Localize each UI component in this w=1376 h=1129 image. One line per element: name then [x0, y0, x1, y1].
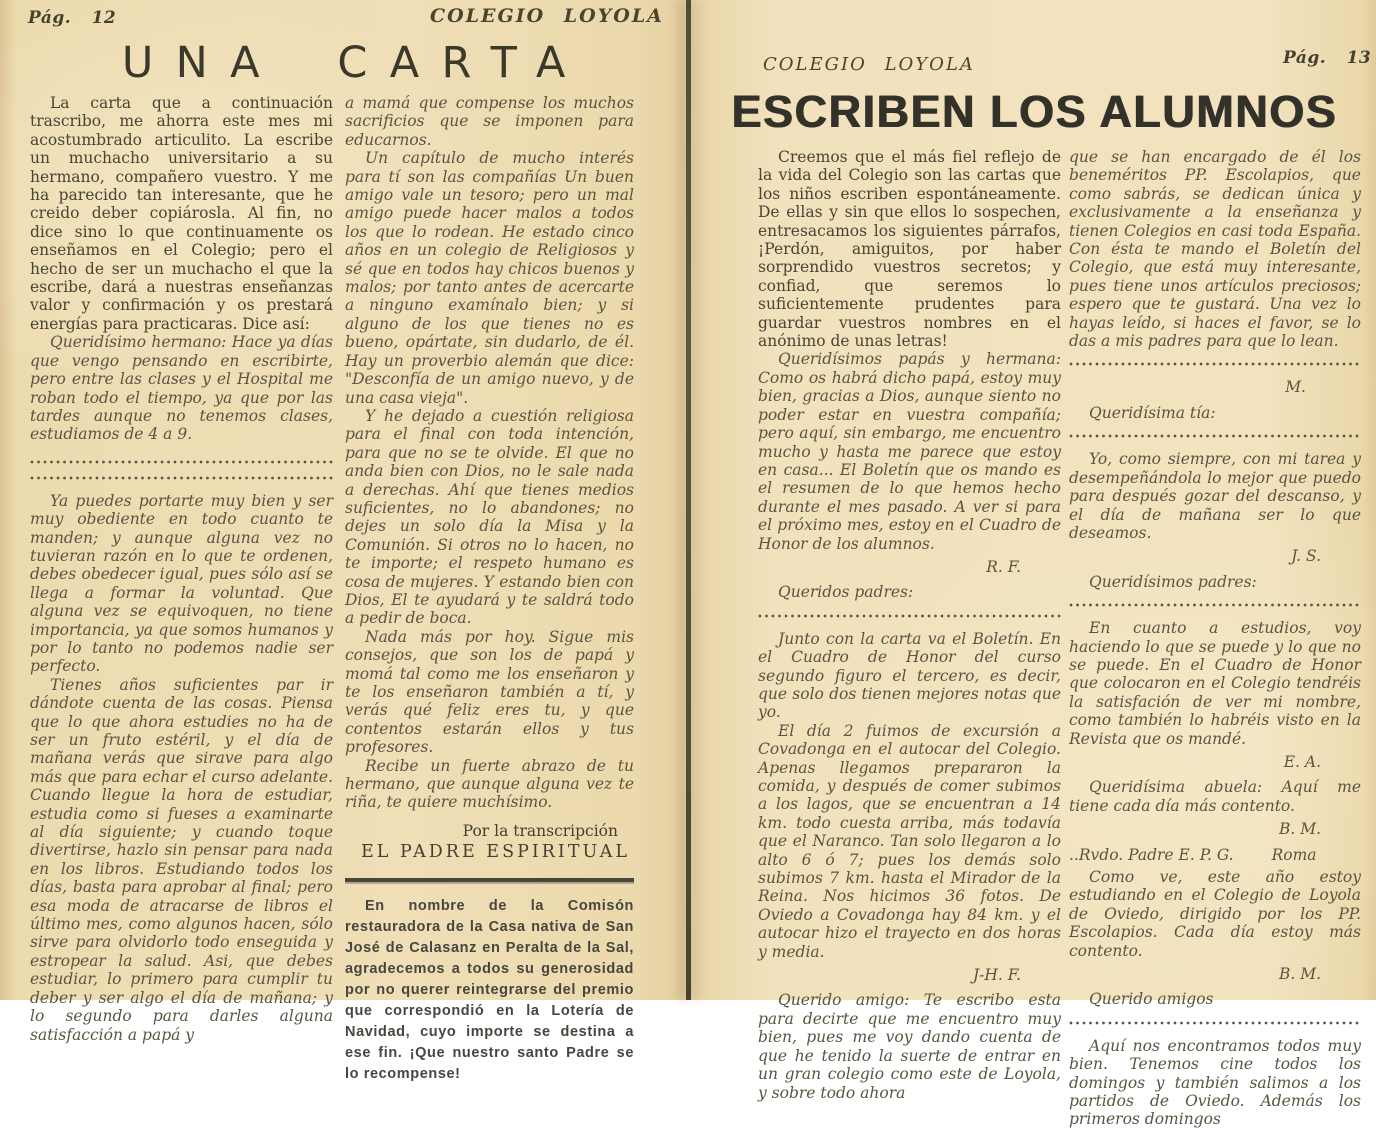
dotted-separator — [758, 614, 1061, 618]
right-page-column-1 — [758, 148, 1061, 1102]
letter-paragraph: Como ve, este año estoy estudiando en el Colegio de Loyola de Oviedo, dirigido por los PP. Escolapios. Cada día estoy más contento. — [1069, 868, 1361, 960]
intro-paragraph: Creemos que el más fiel reflejo de la vida del Colegio son las cartas que los niños escriben espontáneamente. De ellas y sin que ellos lo sospechen, entresacamos los siguientes párrafos, ¡Perdón, amiguitos, por haber sorprendido vuestros secretos; y confiad, que seremos lo suficientemente prudentes para guardar vuestros nombres en el anónimo de unas letras! — [758, 148, 1061, 351]
page-number-right: Pág. 13 — [1283, 48, 1372, 68]
dotted-separator — [1069, 1021, 1361, 1025]
letter-paragraph: El día 2 fuimos de excursión a Covadonga en el autocar del Colegio. Apenas llegamos prepararon la comida, y después de comer subimos a los lagos, que se encuentran a 14 km. todo cuesta arriba, más todavía que el Naranco. Tan solo llegaron a lo alto 6 ó 7; pues los demás solo subimos 7 km. hasta el Mirador de la Reina. Nos hicimos 36 fotos. De Oviedo a Covadonga hay 84 km. y el autocar hizo el trayecto en dos horas y media. — [758, 721, 1061, 961]
letter-paragraph: En cuanto a estudios, voy haciendo lo que se puede y lo que no se puede. En el Cuadro de Honor que colocaron en el Colegio tendréis la satisfación de ver mi nombre, como también lo habréis visto en la Revista que os mandé. — [1069, 619, 1361, 748]
notice-rule — [345, 878, 634, 882]
dotted-separator — [1069, 362, 1361, 366]
letter-paragraph: Y he dejado a cuestión religiosa para el final con toda intención, para que no se te olvide. El que no anda bien con Dios, no le sale nada a derechas. Ahí que tienes medios suficientes, no lo abandones; no dejes un solo día la Misa y la Comunión. Si otros no lo hacen, no te importe; el respeto humano es cosa de mujeres. Y estando bien con Dios, El te ayudará y te saldrá todo a pedir de boca. — [345, 406, 634, 628]
masthead-left: COLEGIO LOYOLA — [430, 5, 664, 27]
letter-paragraph: Ya puedes portarte muy bien y ser muy obediente en todo cuanto te manden; y aunque alguna vez no tuvieran razón en lo que te ordenen, debes obedecer igual, pues sólo así se llega a formar la voluntad. Que alguna vez se equivoquen, no tiene importancia, ya que somos humanos y por lo tanto no podemos nadie ser perfecto. — [30, 491, 333, 676]
letter-paragraph: Querido amigo: Te escribo esta para decirte que me encuentro muy bien, pues me voy dando cuenta de que he tenido la suerte de entrar en un gran colegio como este de Loyola, y sobre todo ahora — [758, 991, 1061, 1102]
charity-notice: En nombre de la Comisón restauradora de la Casa nativa de San José de Calasanz en Peralta de la Sal, agradecemos a todos su generosidad por no querer reintegrarse del premio que correspondió en la Lotería de Navidad, cuyo importe se destina a ese fin. ¡Que nuestro santo Padre se lo recompense! — [345, 897, 634, 1082]
dotted-separator — [30, 460, 333, 464]
dotted-separator — [1069, 434, 1361, 438]
page-number-left: Pág. 12 — [28, 8, 117, 28]
letter-paragraph: Junto con la carta va el Boletín. En el Cuadro de Honor del curso segundo figuro el tercero, es decir, que solo dos tienen mejores notas que yo. — [758, 629, 1061, 722]
letter-salutation: Querido amigos — [1089, 990, 1214, 1009]
signature: B. M. — [1278, 820, 1321, 839]
letter-paragraph: que se han encargado de él los beneméritos PP. Escolapios, que como sabrás, se dedican única y exclusivamente a la enseñanza y tienen Colegios en casi toda España. Con ésta te mando el Boletín del Colegio, que está muy interesante, pues tiene unos artículos preciosos; espero que te gustará. Una vez lo hayas leído, si haces el favor, se lo das a mis padres para que lo lean. — [1069, 148, 1361, 351]
letter-salutation: Queridos padres: — [778, 583, 914, 602]
spiritual-father-byline: EL PADRE ESPIRITUAL — [361, 842, 630, 863]
letter-paragraph: a mamá que compense los muchos sacrificios que se imponen para educarnos. — [345, 94, 634, 149]
signature: E. A. — [1283, 752, 1321, 771]
letter-paragraph: Aquí nos encontramos todos muy bien. Tenemos cine todos los domingos y también salimos a los partidos de Oviedo. Además los primeros domingos — [1069, 1036, 1361, 1129]
letter-paragraph: Queridísimos papás y hermana: Como os habrá dicho papá, estoy muy bien, gracias a Dios, aunque siento no poder estar en vuestra compañía; pero aquí, sin embargo, me encuentro mucho y hasta me parece que estoy en casa... El Boletín que os mando es el resumen de lo que hemos hecho durante el mes pasado. A ver si para el próximo mes, estoy en el Cuadro de Honor de los alumnos. — [758, 350, 1061, 553]
signature: J-H. F. — [972, 966, 1021, 985]
letter-paragraph: Yo, como siempre, con mi tarea y desempeñándola lo mejor que puedo para después gozar del descanso, y el día de mañana ser lo que deseamos. — [1069, 450, 1361, 542]
letter-paragraph: Un capítulo de mucho interés para tí son las compañías Un buen amigo vale un tesoro; pero un mal amigo puede hacer malos a todos los que lo rodean. He estado cinco años en un colegio de Religiosos y sé que en todos hay chicos buenos y malos; por tanto antes de acercarte a ninguno examínalo bien; y si alguno de los que tienes no es bueno, opártate, sin dudarlo, de él. Hay un proverbio alemán que dice: "Desconfía de un amigo nuevo, y de una casa vieja". — [345, 149, 634, 407]
letter-paragraph: Tienes años suficientes par ir dándote cuenta de las cosas. Piensa que lo que ahora estudies no ha de ser un fruto estéril, y el día de mañana verás que sirave para algo más que para echar el curso adelante. Cuando llegue la hora de estudiar, estudia como si fueses a examinarte al día siguiente; y cuando toque divertirse, hazlo sin pensar para nada en los libros. Estudiando todos los días, basta para aprobar al final; pero esa moda de atracarse de libros el último mes, como algunos hacen, sólo sirve para olvidorlo todo enseguida y estropear la salud. Asi, que debes estudiar, lo primero para cumplir tu deber y ser algo el día de mañana; y lo segundo para darles alguna satisfacción a papá y — [30, 675, 333, 1044]
signature: R. F. — [986, 557, 1021, 576]
addressee-place: Roma — [1271, 845, 1317, 864]
signature: M. — [1285, 378, 1306, 397]
letter-address-line — [1069, 846, 1361, 864]
dotted-separator — [1069, 603, 1361, 607]
signature: B. M. — [1278, 965, 1321, 984]
right-page-column-2 — [1069, 148, 1361, 1129]
dotted-separator — [30, 476, 333, 480]
letter-salutation: Queridísima tía: — [1089, 403, 1216, 422]
left-page-column-2 — [345, 94, 634, 1085]
addressee: ..Rvdo. Padre E. P. G. — [1069, 845, 1234, 864]
article-title-escriben-los-alumnos: ESCRIBEN LOS ALUMNOS — [731, 86, 1337, 137]
letter-paragraph: Queridísima abuela: Aquí me tiene cada día más contento. — [1069, 778, 1361, 815]
letter-paragraph: Queridísimo hermano: Hace ya días que vengo pensando en escribirte, pero entre las clases y el Hospital me roban todo el tiempo, ya que por las tardes aunque no tenemos clases, estudiamos de 4 a 9. — [30, 333, 333, 444]
page-fold-line — [686, 0, 691, 1000]
masthead-right: COLEGIO LOYOLA — [763, 54, 975, 75]
letter-paragraph: Nada más por hoy. Sigue mis consejos, que son los de papá y momá tal como me los enseñaron y te los enseñaron también a tí, y verás qué feliz eres tu, y que contentos estarán ellos y tus profesores. — [345, 627, 634, 757]
letter-paragraph: Recibe un fuerte abrazo de tu hermano, que aunque alguna vez te riña, te quiere muchísimo. — [345, 756, 634, 812]
letter-salutation: Queridísimos padres: — [1089, 572, 1257, 591]
intro-paragraph: La carta que a continuación trascribo, me ahorra este mes mi acostumbrado articulito. La escribe un muchacho universitario a su hermano, compañero vuestro. Y me ha parecido tan interesante, que he creido deber copiárosla. Al fin, no dice sino lo que continuamente os enseñamos en el Colegio; pero el hecho de ser un muchacho el que la escribe, dará a nuestras enseñanzas valor y confirmación y os prestará energías para practicaras. Dice así: — [30, 94, 333, 333]
transcription-byline: Por la transcripción — [462, 821, 618, 840]
signature: J. S. — [1291, 547, 1321, 566]
left-page-column-1 — [30, 94, 333, 1044]
article-title-una-carta: UNA CARTA — [121, 38, 588, 88]
